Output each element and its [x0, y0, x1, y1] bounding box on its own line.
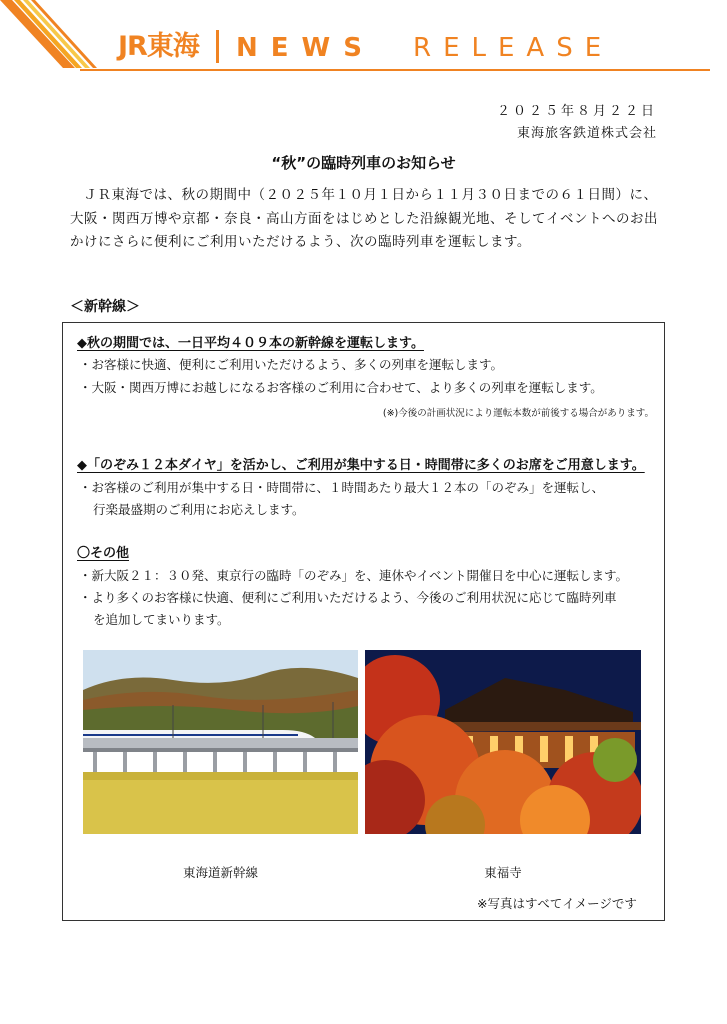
operation-note: (※)今後の計画状況により運転本数が前後する場合があります。 [382, 408, 654, 419]
header-divider [216, 30, 219, 63]
list-item: ・大阪・関西万博にお越しになるお客様のご利用に合わせて、より多くの列車を運転します。 [79, 380, 603, 395]
release-date: ２０２５年８月２２日 [496, 104, 657, 119]
header-news-text: NEWS [236, 33, 375, 63]
photo-shinkansen [83, 650, 358, 834]
header-release-text: RELEASE [413, 33, 614, 63]
news-release-header [0, 0, 727, 80]
logo-stripes-graphic [0, 0, 100, 75]
caption-shinkansen: 東海道新幹線 [182, 865, 258, 880]
caption-tofukuji: 東福寺 [484, 865, 522, 880]
list-item: ・新大阪２１：３０発、東京行の臨時「のぞみ」を、連休やイベント開催日を中心に運転します。 [79, 568, 629, 583]
company-name: 東海旅客鉄道株式会社 [516, 126, 657, 141]
photo-disclaimer: ※写真はすべてイメージです [477, 896, 637, 911]
list-item: ・より多くのお客様に快適、便利にご利用いただけるよう、今後のご利用状況に応じて臨時列車 [79, 590, 617, 605]
list-item: ・お客様に快適、便利にご利用いただけるよう、多くの列車を運転します。 [79, 357, 504, 372]
intro-paragraph: ＪＲ東海では、秋の期間中（２０２５年１０月１日から１１月３０日までの６１日間）に、大阪・関西万博や京都・奈良・高山方面をはじめとした沿線観光地、そしてイベントへのお出かけにさらに便利にご利用いただけるよう、次の臨時列車を運転します。 [70, 187, 658, 250]
list-item: ・お客様のご利用が集中する日・時間帯に、１時間あたり最大１２本の「のぞみ」を運転し、 [79, 480, 605, 495]
heading-nozomi-12: ◆「のぞみ１２本ダイヤ」を活かし、ご利用が集中する日・時間帯に多くのお席をご用意します。 [77, 458, 645, 473]
heading-other: 〇その他 [77, 546, 130, 561]
list-item-continuation: を追加してまいります。 [93, 612, 230, 627]
photo-tofukuji [365, 650, 641, 834]
jr-central-logo: JR東海 [118, 31, 199, 62]
document-title: “秋”の臨時列車のお知らせ [271, 154, 456, 172]
list-item-continuation: 行楽最盛期のご利用にお応えします。 [93, 502, 305, 517]
shinkansen-info-box [62, 322, 665, 921]
header-rule [80, 69, 710, 71]
heading-daily-trains: ◆秋の期間では、一日平均４０９本の新幹線を運転します。 [77, 336, 424, 351]
section-label-shinkansen: ＜新幹線＞ [70, 299, 140, 315]
